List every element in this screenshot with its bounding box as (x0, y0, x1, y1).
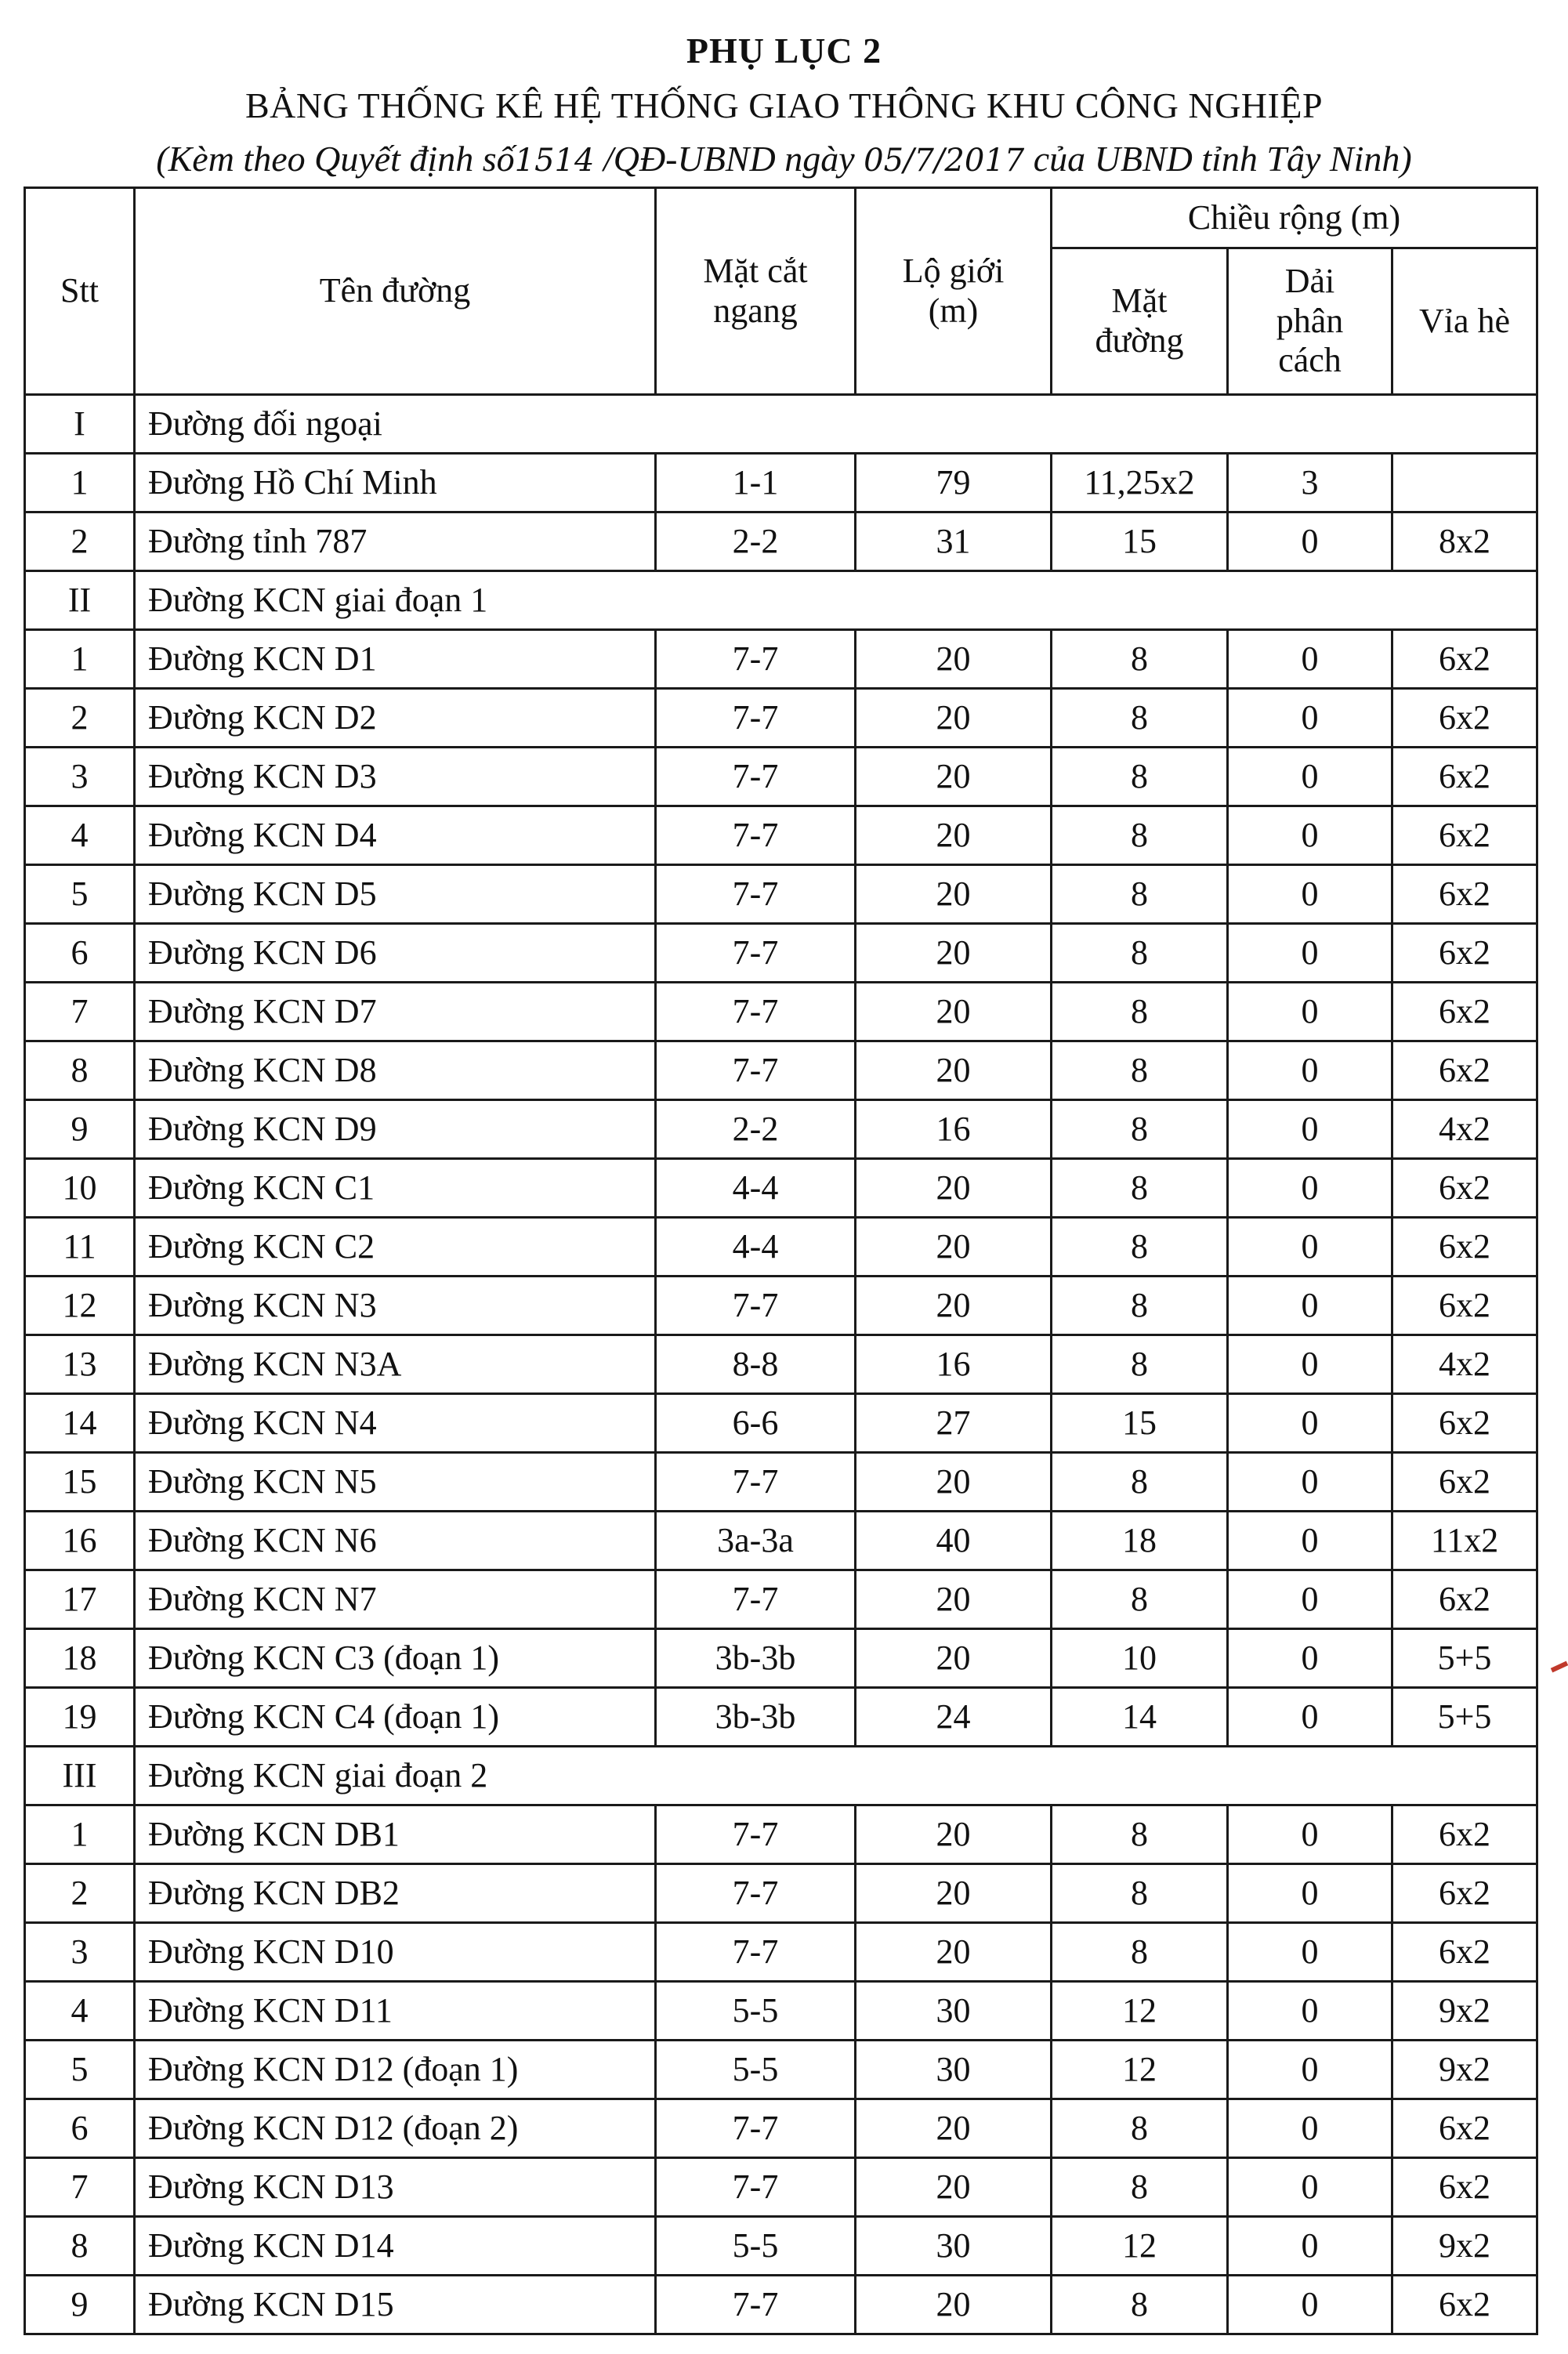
table-row (25, 1218, 1537, 1277)
cell-divider-width: 0 (1228, 1982, 1392, 2041)
cell-boundary: 20 (856, 1570, 1052, 1629)
cell-road-name: Đường KCN D12 (đoạn 2) (135, 2099, 656, 2158)
cell-boundary: 24 (856, 1688, 1052, 1747)
cell-stt: 17 (25, 1570, 135, 1629)
page-subtitle: BẢNG THỐNG KÊ HỆ THỐNG GIAO THÔNG KHU CÔNG NGHIỆP (244, 85, 1324, 125)
cell-divider-width: 0 (1228, 1394, 1392, 1453)
cell-divider-width: 0 (1228, 2041, 1392, 2099)
cell-road-name: Đường KCN D11 (135, 1982, 656, 2041)
cell-cross-section: 2-2 (656, 1100, 856, 1159)
cell-road-width: 8 (1052, 1864, 1228, 1923)
decision-date: 05/7/2017 (864, 143, 1025, 179)
cell-road-width: 8 (1052, 1100, 1228, 1159)
cell-divider-width: 0 (1228, 1923, 1392, 1982)
cell-boundary: 20 (856, 1041, 1052, 1100)
col-header-width-group: Chiều rộng (m) (1052, 188, 1537, 248)
table-row (25, 2276, 1537, 2334)
table-row (25, 630, 1537, 689)
cell-road-width: 8 (1052, 924, 1228, 983)
cell-cross-section: 3b-3b (656, 1688, 856, 1747)
cell-sidewalk-width: 6x2 (1392, 1159, 1537, 1218)
cell-divider-width: 0 (1228, 1805, 1392, 1864)
cell-boundary: 20 (856, 689, 1052, 748)
cell-sidewalk-width: 6x2 (1392, 2158, 1537, 2217)
cell-cross-section: 4-4 (656, 1218, 856, 1277)
cell-divider-width: 0 (1228, 2217, 1392, 2276)
cell-road-name: Đường KCN D3 (135, 748, 656, 806)
cell-road-width: 12 (1052, 1982, 1228, 2041)
cell-road-name: Đường KCN D15 (135, 2276, 656, 2334)
table-row (25, 1041, 1537, 1100)
cell-cross-section: 7-7 (656, 1277, 856, 1335)
cell-stt: 1 (25, 1805, 135, 1864)
cell-sidewalk-width: 6x2 (1392, 630, 1537, 689)
group-id: III (25, 1747, 135, 1805)
cell-sidewalk-width: 5+5 (1392, 1688, 1537, 1747)
cell-divider-width: 0 (1228, 2276, 1392, 2334)
cell-sidewalk-width: 5+5 (1392, 1629, 1537, 1688)
table-row (25, 2041, 1537, 2099)
group-id: I (25, 395, 135, 454)
cell-divider-width: 3 (1228, 454, 1392, 512)
cell-road-name: Đường Hồ Chí Minh (135, 454, 656, 512)
group-row (25, 1747, 1537, 1805)
cell-road-name: Đường KCN D5 (135, 865, 656, 924)
cell-boundary: 20 (856, 924, 1052, 983)
cell-road-name: Đường KCN D13 (135, 2158, 656, 2217)
cell-divider-width: 0 (1228, 512, 1392, 571)
cell-boundary: 20 (856, 806, 1052, 865)
cell-boundary: 31 (856, 512, 1052, 571)
group-title: Đường KCN giai đoạn 2 (135, 1747, 1537, 1805)
cell-cross-section: 5-5 (656, 1982, 856, 2041)
decision-note-mid: /QĐ-UBND ngày (603, 139, 855, 179)
cell-road-width: 8 (1052, 689, 1228, 748)
cell-road-width: 8 (1052, 1453, 1228, 1512)
cell-stt: 7 (25, 983, 135, 1041)
cell-cross-section: 3a-3a (656, 1512, 856, 1570)
cell-road-width: 8 (1052, 2276, 1228, 2334)
col-header-sidewalk: Vỉa hè (1392, 248, 1537, 395)
cell-road-width: 8 (1052, 806, 1228, 865)
col-header-divider (1228, 248, 1392, 395)
cell-divider-width: 0 (1228, 865, 1392, 924)
cell-divider-width: 0 (1228, 1629, 1392, 1688)
cell-sidewalk-width: 11x2 (1392, 1512, 1537, 1570)
col-header-road-line1: Mặt (1111, 281, 1168, 321)
table-body (25, 395, 1537, 2334)
col-header-road (1052, 248, 1228, 395)
col-header-boundary-line2: (m) (928, 291, 979, 330)
table-row (25, 924, 1537, 983)
cell-boundary: 20 (856, 1159, 1052, 1218)
cell-divider-width: 0 (1228, 1159, 1392, 1218)
cell-road-name: Đường KCN N3 (135, 1277, 656, 1335)
cell-divider-width: 0 (1228, 1100, 1392, 1159)
col-header-road-line2: đường (1095, 321, 1184, 360)
cell-divider-width: 0 (1228, 806, 1392, 865)
table-row (25, 1629, 1537, 1688)
table-row (25, 983, 1537, 1041)
col-header-section (656, 188, 856, 395)
cell-divider-width: 0 (1228, 1864, 1392, 1923)
cell-road-name: Đường KCN D12 (đoạn 1) (135, 2041, 656, 2099)
cell-boundary: 30 (856, 1982, 1052, 2041)
cell-sidewalk-width: 6x2 (1392, 2099, 1537, 2158)
cell-boundary: 16 (856, 1100, 1052, 1159)
cell-cross-section: 7-7 (656, 1923, 856, 1982)
cell-sidewalk-width: 4x2 (1392, 1100, 1537, 1159)
cell-road-width: 15 (1052, 1394, 1228, 1453)
cell-divider-width: 0 (1228, 2158, 1392, 2217)
cell-road-width: 8 (1052, 1335, 1228, 1394)
cell-stt: 6 (25, 924, 135, 983)
cell-stt: 3 (25, 748, 135, 806)
cell-boundary: 20 (856, 630, 1052, 689)
col-header-boundary (856, 188, 1052, 395)
cell-road-name: Đường KCN N4 (135, 1394, 656, 1453)
cell-road-name: Đường KCN D6 (135, 924, 656, 983)
cell-boundary: 20 (856, 748, 1052, 806)
decision-note-prefix: (Kèm theo Quyết định số (156, 139, 515, 179)
cell-stt: 6 (25, 2099, 135, 2158)
cell-road-name: Đường KCN N3A (135, 1335, 656, 1394)
cell-boundary: 20 (856, 1277, 1052, 1335)
cell-boundary: 20 (856, 983, 1052, 1041)
cell-sidewalk-width: 6x2 (1392, 806, 1537, 865)
cell-road-width: 18 (1052, 1512, 1228, 1570)
table-row (25, 1864, 1537, 1923)
cell-cross-section: 7-7 (656, 924, 856, 983)
table-row (25, 865, 1537, 924)
cell-stt: 11 (25, 1218, 135, 1277)
table-row (25, 1335, 1537, 1394)
cell-boundary: 40 (856, 1512, 1052, 1570)
cell-boundary: 20 (856, 1805, 1052, 1864)
cell-sidewalk-width: 9x2 (1392, 2217, 1537, 2276)
cell-divider-width: 0 (1228, 983, 1392, 1041)
table-row (25, 2158, 1537, 2217)
cell-road-width: 12 (1052, 2217, 1228, 2276)
table-row (25, 1394, 1537, 1453)
table-row (25, 1688, 1537, 1747)
cell-sidewalk-width: 6x2 (1392, 865, 1537, 924)
cell-sidewalk-width: 6x2 (1392, 1041, 1537, 1100)
table-row (25, 1277, 1537, 1335)
cell-boundary: 20 (856, 1453, 1052, 1512)
cell-boundary: 20 (856, 1218, 1052, 1277)
cell-cross-section: 3b-3b (656, 1629, 856, 1688)
cell-divider-width: 0 (1228, 924, 1392, 983)
cell-boundary: 30 (856, 2041, 1052, 2099)
cell-stt: 1 (25, 630, 135, 689)
cell-sidewalk-width: 6x2 (1392, 1394, 1537, 1453)
col-header-divider-line1: Dải (1284, 262, 1335, 301)
decision-note (0, 138, 1568, 179)
cell-stt: 14 (25, 1394, 135, 1453)
cell-road-width: 15 (1052, 512, 1228, 571)
cell-road-width: 8 (1052, 748, 1228, 806)
cell-stt: 16 (25, 1512, 135, 1570)
cell-stt: 1 (25, 454, 135, 512)
cell-road-name: Đường KCN DB1 (135, 1805, 656, 1864)
decision-note-suffix: của UBND tỉnh Tây Ninh) (1033, 139, 1412, 179)
cell-boundary: 30 (856, 2217, 1052, 2276)
cell-stt: 18 (25, 1629, 135, 1688)
cell-boundary: 16 (856, 1335, 1052, 1394)
cell-cross-section: 7-7 (656, 1570, 856, 1629)
table-row (25, 454, 1537, 512)
page-title: PHỤ LỤC 2 (686, 31, 882, 71)
cell-boundary: 20 (856, 865, 1052, 924)
cell-sidewalk-width: 6x2 (1392, 1923, 1537, 1982)
cell-divider-width: 0 (1228, 1041, 1392, 1100)
cell-stt: 15 (25, 1453, 135, 1512)
cell-stt: 4 (25, 1982, 135, 2041)
cell-stt: 3 (25, 1923, 135, 1982)
cell-stt: 10 (25, 1159, 135, 1218)
col-header-section-line1: Mặt cắt (703, 251, 808, 290)
cell-road-name: Đường KCN D8 (135, 1041, 656, 1100)
cell-sidewalk-width: 9x2 (1392, 1982, 1537, 2041)
cell-sidewalk-width: 6x2 (1392, 983, 1537, 1041)
col-header-stt: Stt (25, 188, 135, 395)
cell-divider-width: 0 (1228, 1688, 1392, 1747)
cell-cross-section: 7-7 (656, 1805, 856, 1864)
cell-cross-section: 7-7 (656, 630, 856, 689)
pen-mark (1551, 1661, 1568, 1673)
table-row (25, 1805, 1537, 1864)
cell-sidewalk-width: 9x2 (1392, 2041, 1537, 2099)
cell-road-width: 8 (1052, 2158, 1228, 2217)
cell-stt: 5 (25, 2041, 135, 2099)
table-row (25, 1159, 1537, 1218)
cell-road-name: Đường KCN D10 (135, 1923, 656, 1982)
cell-divider-width: 0 (1228, 1277, 1392, 1335)
cell-road-name: Đường KCN N7 (135, 1570, 656, 1629)
cell-road-name: Đường KCN N6 (135, 1512, 656, 1570)
cell-road-name: Đường KCN D7 (135, 983, 656, 1041)
cell-stt: 9 (25, 2276, 135, 2334)
cell-boundary: 20 (856, 2276, 1052, 2334)
cell-cross-section: 7-7 (656, 748, 856, 806)
cell-sidewalk-width: 6x2 (1392, 1277, 1537, 1335)
cell-boundary: 79 (856, 454, 1052, 512)
table-row (25, 806, 1537, 865)
cell-cross-section: 7-7 (656, 1453, 856, 1512)
cell-cross-section: 7-7 (656, 983, 856, 1041)
cell-cross-section: 2-2 (656, 512, 856, 571)
table-row (25, 2217, 1537, 2276)
group-row (25, 571, 1537, 630)
cell-sidewalk-width: 6x2 (1392, 1864, 1537, 1923)
cell-road-width: 8 (1052, 630, 1228, 689)
cell-stt: 19 (25, 1688, 135, 1747)
cell-stt: 2 (25, 1864, 135, 1923)
cell-road-name: Đường KCN D2 (135, 689, 656, 748)
cell-road-width: 12 (1052, 2041, 1228, 2099)
decision-number: 1514 (514, 143, 595, 179)
cell-divider-width: 0 (1228, 1335, 1392, 1394)
cell-boundary: 20 (856, 2099, 1052, 2158)
col-header-divider-line3: cách (1278, 341, 1342, 380)
table-row (25, 1982, 1537, 2041)
cell-cross-section: 7-7 (656, 2099, 856, 2158)
table-row (25, 1570, 1537, 1629)
cell-road-width: 8 (1052, 1923, 1228, 1982)
cell-boundary: 27 (856, 1394, 1052, 1453)
cell-cross-section: 7-7 (656, 1041, 856, 1100)
table-row (25, 1512, 1537, 1570)
table-row (25, 1100, 1537, 1159)
cell-cross-section: 7-7 (656, 2276, 856, 2334)
cell-cross-section: 7-7 (656, 865, 856, 924)
cell-divider-width: 0 (1228, 630, 1392, 689)
table-row (25, 689, 1537, 748)
group-row (25, 395, 1537, 454)
cell-road-width: 8 (1052, 1570, 1228, 1629)
table-row (25, 1923, 1537, 1982)
cell-cross-section: 7-7 (656, 689, 856, 748)
cell-divider-width: 0 (1228, 748, 1392, 806)
cell-cross-section: 5-5 (656, 2041, 856, 2099)
cell-road-width: 8 (1052, 1041, 1228, 1100)
cell-cross-section: 7-7 (656, 1864, 856, 1923)
cell-divider-width: 0 (1228, 1570, 1392, 1629)
cell-road-width: 8 (1052, 1218, 1228, 1277)
cell-stt: 4 (25, 806, 135, 865)
cell-stt: 2 (25, 512, 135, 571)
cell-road-width: 8 (1052, 983, 1228, 1041)
cell-cross-section: 4-4 (656, 1159, 856, 1218)
cell-sidewalk-width: 6x2 (1392, 1218, 1537, 1277)
group-title: Đường đối ngoại (135, 395, 1537, 454)
cell-road-width: 10 (1052, 1629, 1228, 1688)
cell-road-width: 8 (1052, 865, 1228, 924)
cell-road-width: 8 (1052, 1805, 1228, 1864)
cell-road-width: 8 (1052, 1277, 1228, 1335)
cell-sidewalk-width: 6x2 (1392, 748, 1537, 806)
cell-road-name: Đường KCN D4 (135, 806, 656, 865)
cell-boundary: 20 (856, 1629, 1052, 1688)
cell-road-name: Đường KCN C3 (đoạn 1) (135, 1629, 656, 1688)
cell-stt: 12 (25, 1277, 135, 1335)
cell-road-name: Đường KCN D1 (135, 630, 656, 689)
table-row (25, 1453, 1537, 1512)
cell-cross-section: 6-6 (656, 1394, 856, 1453)
cell-sidewalk-width: 6x2 (1392, 1570, 1537, 1629)
col-header-divider-line2: phân (1276, 301, 1344, 340)
cell-divider-width: 0 (1228, 1512, 1392, 1570)
cell-stt: 5 (25, 865, 135, 924)
cell-boundary: 20 (856, 1923, 1052, 1982)
cell-road-width: 8 (1052, 2099, 1228, 2158)
cell-road-name: Đường KCN D9 (135, 1100, 656, 1159)
cell-cross-section: 1-1 (656, 454, 856, 512)
table-row (25, 2099, 1537, 2158)
cell-divider-width: 0 (1228, 1218, 1392, 1277)
cell-boundary: 20 (856, 2158, 1052, 2217)
cell-cross-section: 5-5 (656, 2217, 856, 2276)
group-id: II (25, 571, 135, 630)
cell-stt: 8 (25, 1041, 135, 1100)
table-row (25, 748, 1537, 806)
cell-boundary: 20 (856, 1864, 1052, 1923)
cell-road-name: Đường KCN C2 (135, 1218, 656, 1277)
cell-road-width: 11,25x2 (1052, 454, 1228, 512)
cell-sidewalk-width: 8x2 (1392, 512, 1537, 571)
cell-road-width: 14 (1052, 1688, 1228, 1747)
cell-sidewalk-width: 6x2 (1392, 1453, 1537, 1512)
cell-sidewalk-width (1392, 454, 1537, 512)
cell-road-name: Đường KCN C4 (đoạn 1) (135, 1688, 656, 1747)
cell-cross-section: 7-7 (656, 2158, 856, 2217)
cell-cross-section: 7-7 (656, 806, 856, 865)
col-header-section-line2: ngang (713, 291, 798, 330)
group-title: Đường KCN giai đoạn 1 (135, 571, 1537, 630)
cell-stt: 13 (25, 1335, 135, 1394)
cell-divider-width: 0 (1228, 2099, 1392, 2158)
cell-road-name: Đường KCN N5 (135, 1453, 656, 1512)
cell-stt: 9 (25, 1100, 135, 1159)
cell-stt: 8 (25, 2217, 135, 2276)
cell-sidewalk-width: 6x2 (1392, 924, 1537, 983)
cell-road-name: Đường KCN C1 (135, 1159, 656, 1218)
cell-road-width: 8 (1052, 1159, 1228, 1218)
cell-cross-section: 8-8 (656, 1335, 856, 1394)
col-header-name: Tên đường (135, 188, 656, 395)
cell-road-name: Đường KCN DB2 (135, 1864, 656, 1923)
cell-divider-width: 0 (1228, 689, 1392, 748)
cell-sidewalk-width: 6x2 (1392, 689, 1537, 748)
table-row (25, 512, 1537, 571)
cell-stt: 7 (25, 2158, 135, 2217)
cell-sidewalk-width: 6x2 (1392, 1805, 1537, 1864)
cell-sidewalk-width: 4x2 (1392, 1335, 1537, 1394)
cell-road-name: Đường tỉnh 787 (135, 512, 656, 571)
road-statistics-table (24, 187, 1538, 2335)
col-header-boundary-line1: Lộ giới (902, 251, 1005, 290)
cell-road-name: Đường KCN D14 (135, 2217, 656, 2276)
cell-divider-width: 0 (1228, 1453, 1392, 1512)
cell-sidewalk-width: 6x2 (1392, 2276, 1537, 2334)
cell-stt: 2 (25, 689, 135, 748)
